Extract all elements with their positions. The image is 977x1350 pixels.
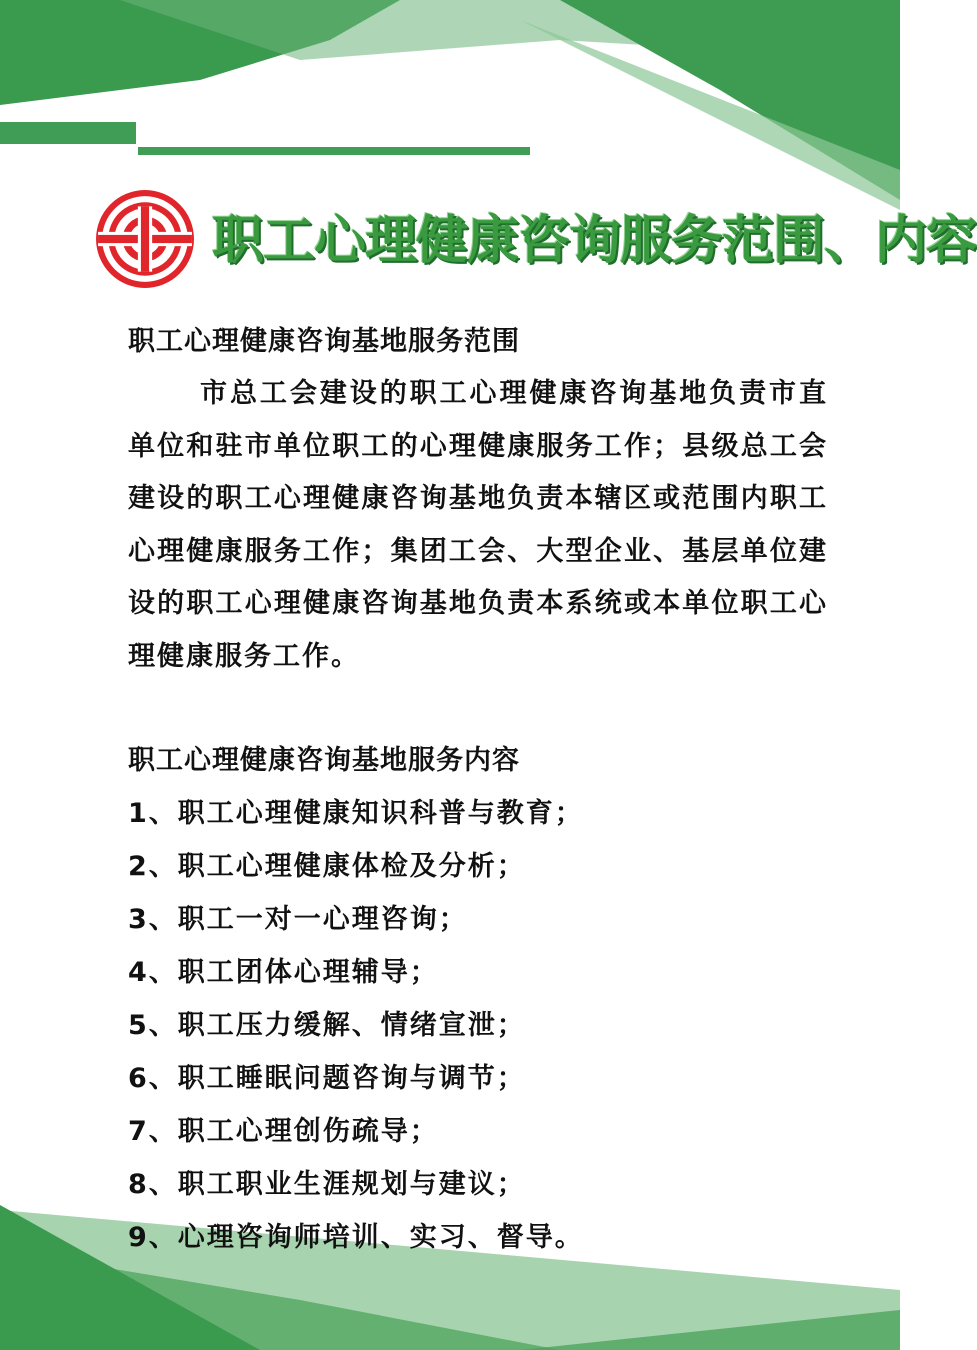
header-accent-line [138,147,530,155]
section-spacer [128,683,848,735]
trade-union-emblem-icon [94,188,196,290]
list-item: 6、职工睡眠问题咨询与调节； [128,1063,526,1094]
header-accent-bar [0,122,136,144]
services-list [128,787,848,1264]
services-heading: 职工心理健康咨询基地服务内容 [128,745,520,776]
list-item: 9、心理咨询师培训、实习、督导。 [128,1222,584,1253]
list-item: 7、职工心理创伤疏导； [128,1116,439,1147]
list-item: 3、职工一对一心理咨询； [128,904,468,935]
list-item: 4、职工团体心理辅导； [128,957,439,988]
list-item: 5、职工压力缓解、情绪宣泄； [128,1010,526,1041]
list-item: 1、职工心理健康知识科普与教育； [128,798,584,829]
scope-heading: 职工心理健康咨询基地服务范围 [128,326,520,357]
scope-paragraph: 市总工会建设的职工心理健康咨询基地负责市直单位和驻市单位职工的心理健康服务工作；县级总工会建设的职工心理健康咨询基地负责本辖区或范围内职工心理健康服务工作；集团工会、大型企业、基层单位建设的职工心理健康咨询基地负责本系统或本单位职工心理健康服务工作。 [128,378,828,672]
list-item: 8、职工职业生涯规划与建议； [128,1169,526,1200]
page-title: 职工心理健康咨询服务范围、内容 [212,211,977,271]
list-item: 2、职工心理健康体检及分析； [128,851,526,882]
main-content [128,316,848,1264]
